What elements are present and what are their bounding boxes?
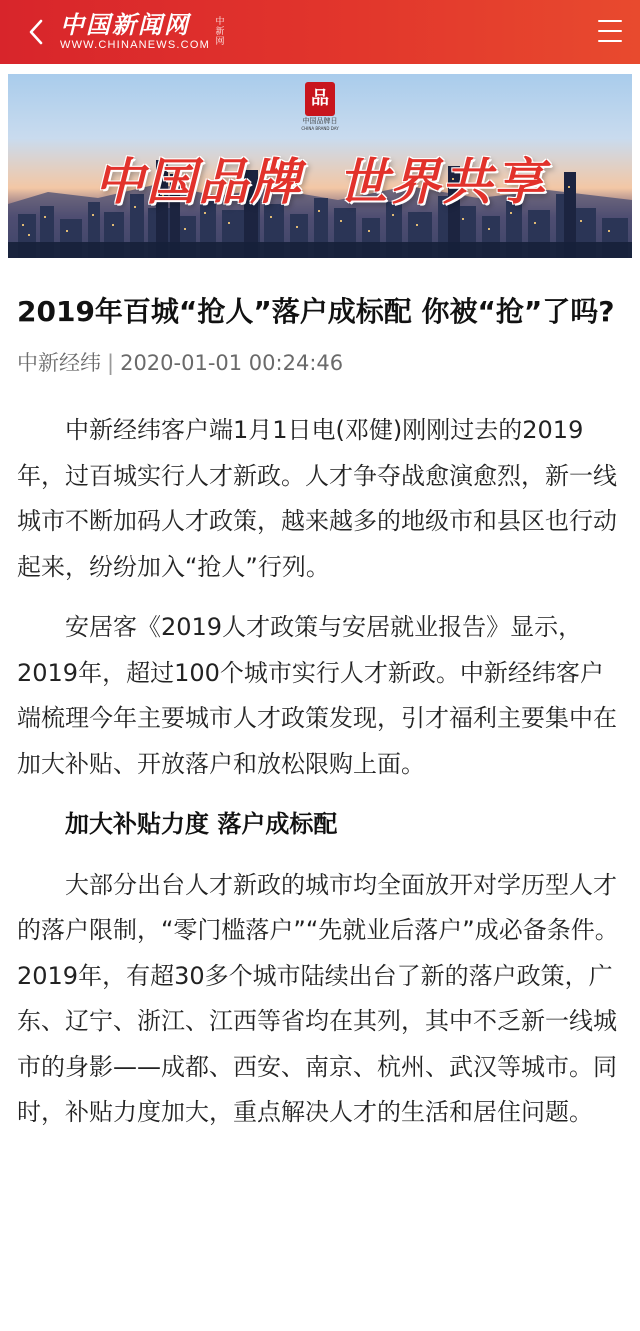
- logo-title: 中国新闻网: [60, 10, 190, 39]
- article-paragraph: 大部分出台人才新政的城市均全面放开对学历型人才的落户限制，“零门槛落户”“先就业后落户”成必备条件。2019年，有超30多个城市陆续出台了新的落户政策，广东、辽宁、浙江、江西等省均在其列，其中不乏新一线城市的身影——成都、西安、南京、杭州、武汉等城市。同时，补贴力度加大，重点解决人才的生活和居住问题。: [17, 870, 619, 1126]
- hamburger-icon-line: [598, 40, 622, 42]
- article-datetime: 2020-01-01 00:24:46: [120, 351, 344, 375]
- article-subheading: 加大补贴力度 落户成标配: [65, 810, 338, 838]
- article-body: [17, 408, 623, 1136]
- site-logo[interactable]: [60, 9, 225, 55]
- brand-banner[interactable]: [8, 74, 632, 258]
- slogan-right: 世界共享: [338, 153, 546, 211]
- chevron-left-icon: [28, 19, 44, 45]
- menu-button[interactable]: [598, 20, 622, 42]
- article: [0, 286, 640, 1136]
- back-button[interactable]: [20, 12, 52, 52]
- article-meta: [17, 348, 623, 378]
- hamburger-icon-line: [598, 20, 622, 22]
- banner-slogan: [8, 142, 632, 214]
- meta-separator: |: [107, 351, 115, 375]
- brand-emblem-icon: 品: [305, 82, 335, 116]
- logo-vertical-text: 中新网: [215, 17, 225, 47]
- article-paragraph: 安居客《2019人才政策与安居就业报告》显示，2019年，超过100个城市实行人才新政。中新经纬客户端梳理今年主要城市人才政策发现，引才福利主要集中在加大补贴、开放落户和放松限购上面。: [17, 613, 617, 778]
- brand-day-emblem: [299, 82, 341, 131]
- article-paragraph: 中新经纬客户端1月1日电(邓健)刚刚过去的2019年，过百城实行人才新政。人才争夺战愈演愈烈，新一线城市不断加码人才政策，越来越多的地级市和县区也行动起来，纷纷加入“抢人”行列。: [17, 416, 617, 581]
- slogan-left: 中国品牌: [94, 153, 302, 211]
- article-title: 2019年百城“抢人”落户成标配 你被“抢”了吗?: [17, 295, 615, 328]
- brand-emblem-sublabel: CHINA BRAND DAY: [301, 126, 339, 131]
- brand-emblem-label: 中国品牌日: [302, 117, 338, 125]
- hamburger-icon-line: [598, 30, 622, 32]
- logo-domain: WWW.CHINANEWS.COM: [60, 39, 210, 51]
- top-nav-bar: [0, 0, 640, 64]
- article-source: 中新经纬: [17, 351, 101, 375]
